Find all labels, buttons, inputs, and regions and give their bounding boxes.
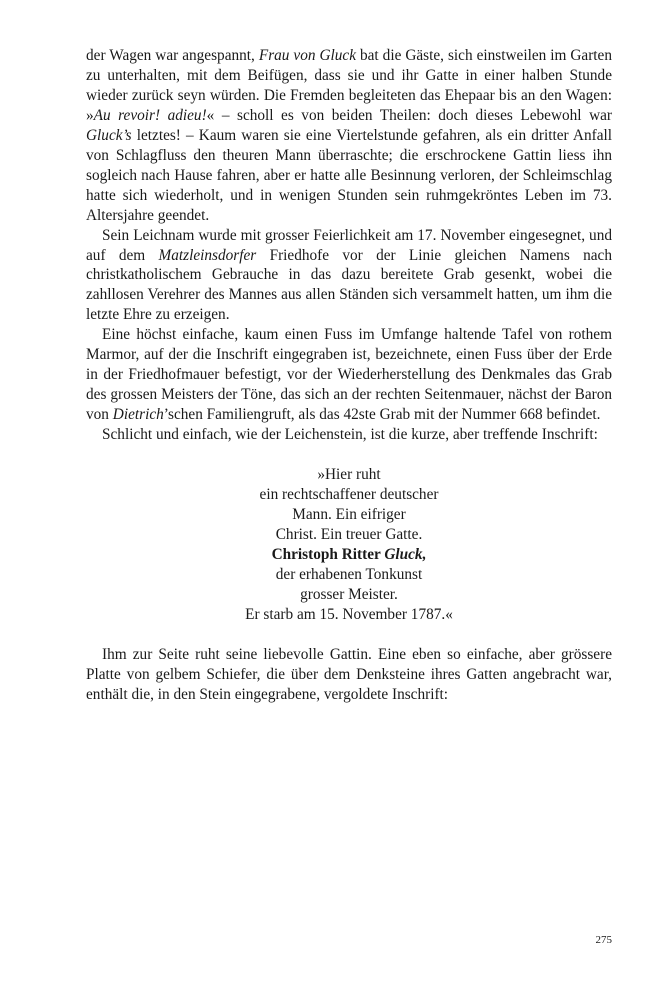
text-segment: letztes! – Kaum waren sie eine Viertelstunde gefahren, als ein dritter Anfall von Schlagfluss den theuren Mann überraschte; die erschrockene Gattin liess ihn sogleich nach Hause fahren, aber er hatte alle Besinnung verloren, der Schleimschlag hatte sich wiederholt, und in wenigen Stunden sein ruhmgekröntes Leben im 73. Altersjahre geendet.: [86, 126, 612, 224]
inscription-segment: Christoph Ritter: [271, 545, 385, 563]
inscription-segment: grosser Meister.: [300, 585, 398, 603]
inscription-line: [86, 545, 612, 565]
inscription-line: [86, 525, 612, 545]
text-segment: Gluck’s: [86, 126, 132, 144]
paragraph-1: [86, 46, 612, 226]
text-segment: bat die Gäste, sich einstweilen im Garten zu unterhalten, mit dem Beifügen, dass sie und ihr Gatte in einer halben Stunde wieder zurück seyn würden. Die Fremden begleiteten das Ehepaar bis an den Wagen: »: [86, 47, 612, 124]
text-segment: Ihm zur Seite ruht seine liebevolle Gattin. Eine eben so einfache, aber grössere Platte von gelbem Schiefer, die über dem Denksteine ihres Gatten angebracht war, enthält die, in den Stein eingegrabene, vergoldete Inschrift:: [86, 645, 612, 703]
text-segment: Matzleinsdorfer: [158, 246, 257, 264]
inscription-line: [86, 505, 612, 525]
inscription-segment: der erhabenen Tonkunst: [275, 565, 423, 583]
text-segment: ’schen Familiengruft, als das 42ste Grab mit der Nummer 668 befindet.: [163, 406, 601, 424]
text-segment: Sein Leichnam wurde mit grosser Feierlichkeit am 17. November eingesegnet, und auf dem: [86, 226, 612, 264]
inscription-line: [86, 465, 612, 485]
inscription-segment: Gluck,: [384, 545, 427, 563]
paragraph-5: [86, 645, 612, 705]
inscription-segment: »Hier ruht: [317, 466, 381, 484]
inscription-segment: Christ. Ein treuer Gatte.: [275, 525, 423, 543]
text-segment: der Wagen war angespannt,: [86, 47, 259, 64]
text-segment: Au revoir! adieu!: [93, 106, 207, 124]
page-body: [86, 46, 612, 705]
text-segment: « – scholl es von beiden Theilen: doch dieses Lebewohl war: [206, 106, 612, 124]
paragraph-4: [86, 425, 612, 445]
gravestone-inscription: [86, 465, 612, 625]
text-segment: Friedhofe vor der Linie gleichen Namens nach christkatholischem Gebrauche in das dazu bereitete Grab gesenkt, wobei die zahllosen Verehrer des Mannes aus allen Ständen sich versammelt hatten, um ihm die letzte Ehre zu erzeigen.: [86, 246, 612, 324]
page-number: 275: [595, 934, 612, 946]
paragraph-3: [86, 325, 612, 425]
text-segment: Dietrich: [112, 406, 164, 424]
text-segment: Eine höchst einfache, kaum einen Fuss im Umfange haltende Tafel von rothem Marmor, auf der die Inschrift eingegraben ist, bezeichnete, einen Fuss über der Erde in der Friedhofmauer befestigt, vor der Wiederherstellung des Denkmales das Grab des grossen Meisters der Töne, das sich an der rechten Seitenmauer, nächst der Baron von: [86, 326, 612, 424]
paragraph-2: [86, 226, 612, 326]
inscription-segment: ein rechtschaffener deutscher: [259, 486, 439, 504]
inscription-line: [86, 605, 612, 625]
inscription-line: [86, 565, 612, 585]
text-segment: Frau von Gluck: [258, 47, 357, 64]
text-segment: Schlicht und einfach, wie der Leichenstein, ist die kurze, aber treffende Inschrift:: [102, 426, 598, 444]
inscription-line: [86, 485, 612, 505]
inscription-segment: Er starb am 15. November 1787.«: [245, 605, 453, 623]
inscription-segment: Mann. Ein eifriger: [292, 505, 406, 523]
inscription-line: [86, 585, 612, 605]
